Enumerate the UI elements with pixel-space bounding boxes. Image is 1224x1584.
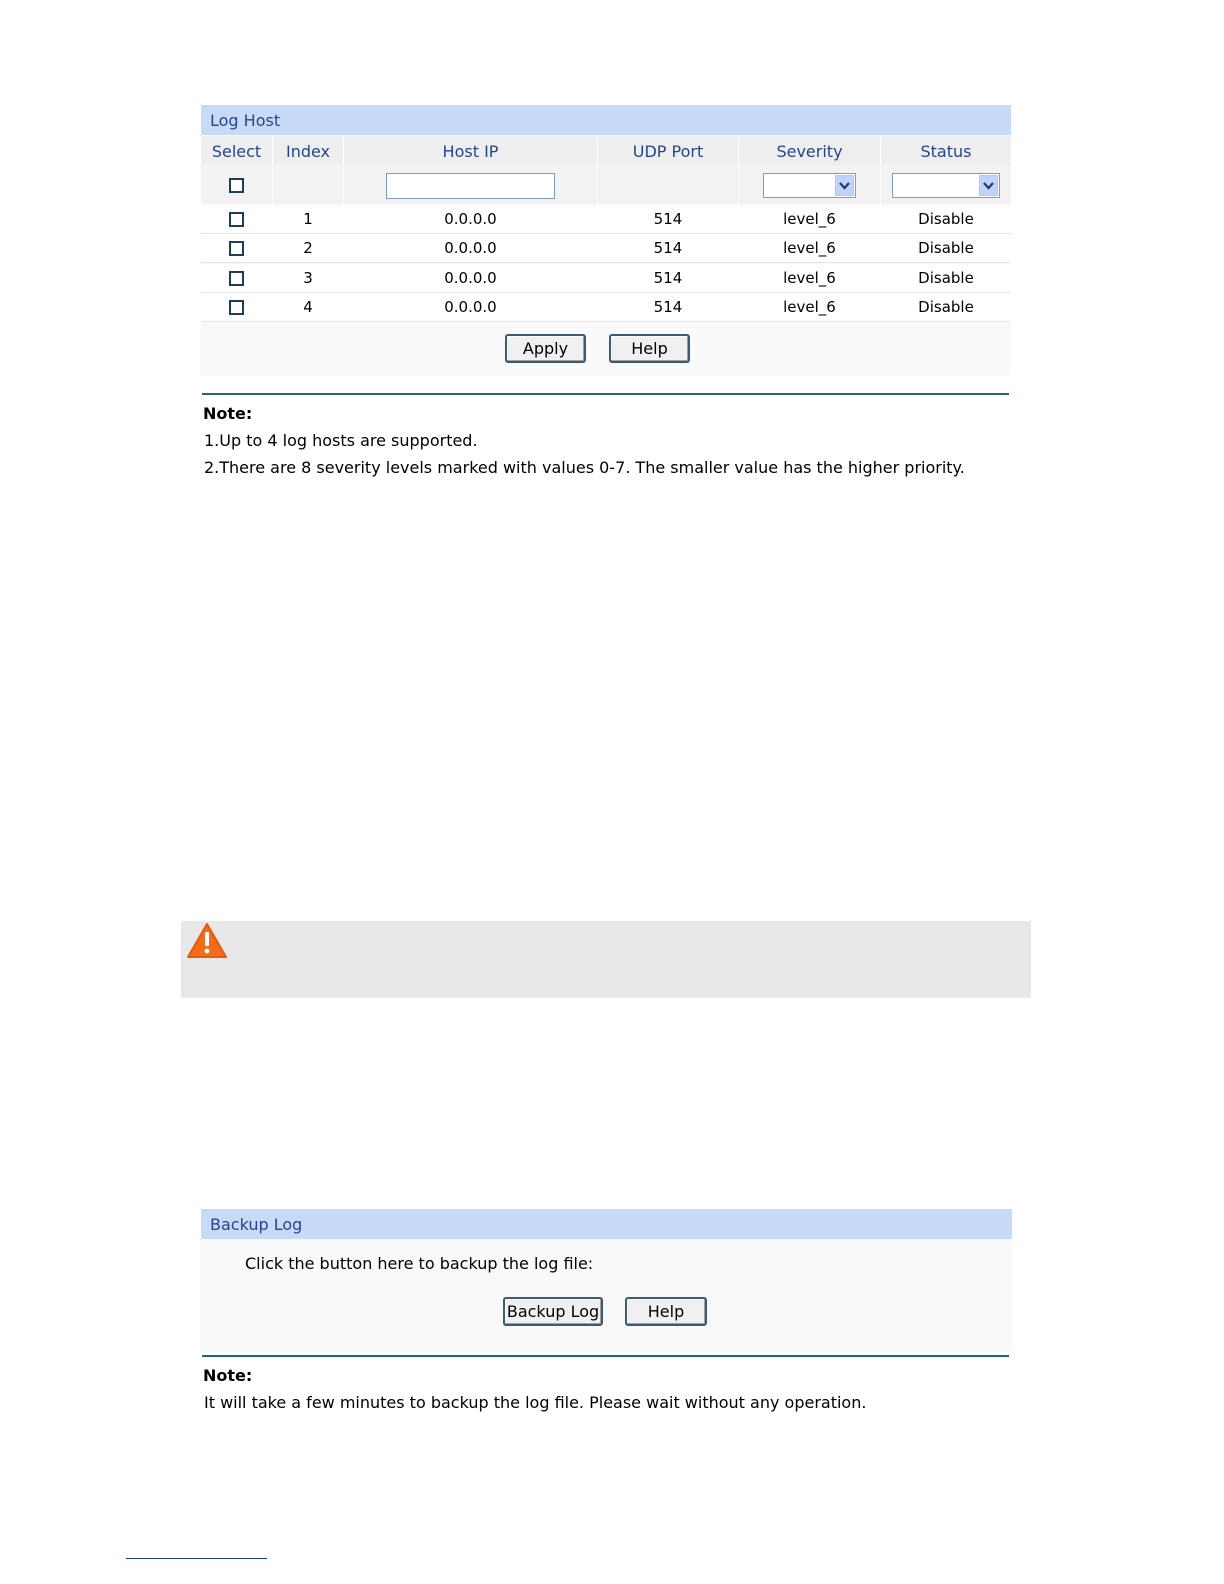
chevron-down-icon[interactable] bbox=[979, 175, 998, 196]
backup-note: It will take a few minutes to backup the log file. Please wait without any operation. bbox=[204, 1393, 867, 1412]
row-index: 1 bbox=[303, 210, 313, 228]
column-header-host-ip: Host IP bbox=[442, 141, 499, 161]
table-row bbox=[201, 234, 1011, 263]
select-all-cell bbox=[201, 167, 272, 204]
help-button[interactable]: Help bbox=[609, 334, 690, 363]
note-title: Note: bbox=[203, 404, 253, 423]
row-checkbox[interactable] bbox=[229, 271, 244, 286]
row-severity: level_6 bbox=[783, 298, 836, 316]
row-checkbox[interactable] bbox=[229, 212, 244, 227]
status-cell bbox=[881, 167, 1011, 204]
row-select-cell bbox=[201, 264, 272, 292]
row-host-ip: 0.0.0.0 bbox=[444, 269, 497, 287]
log-host-title: Log Host bbox=[210, 111, 281, 130]
help-button[interactable]: Help bbox=[625, 1297, 707, 1326]
row-checkbox[interactable] bbox=[229, 241, 244, 256]
status-select[interactable] bbox=[892, 173, 1000, 198]
row-status: Disable bbox=[918, 298, 974, 316]
row-status: Disable bbox=[918, 269, 974, 287]
select-all-checkbox[interactable] bbox=[229, 178, 244, 193]
host-ip-cell bbox=[344, 167, 597, 204]
row-index: 4 bbox=[303, 298, 313, 316]
backup-log-panel bbox=[201, 1209, 1012, 1352]
edit-row bbox=[201, 167, 1011, 204]
divider bbox=[202, 1355, 1009, 1357]
column-header-status: Status bbox=[920, 141, 972, 161]
table-header-row bbox=[201, 136, 1011, 166]
column-header-severity: Severity bbox=[776, 141, 843, 161]
log-host-panel bbox=[201, 105, 1011, 375]
row-index: 3 bbox=[303, 269, 313, 287]
footer-divider bbox=[126, 1558, 267, 1559]
column-header-index: Index bbox=[285, 141, 331, 161]
row-udp-port: 514 bbox=[653, 239, 683, 257]
warning-triangle-icon bbox=[186, 922, 228, 959]
backup-log-button[interactable]: Backup Log bbox=[503, 1297, 603, 1326]
row-select-cell bbox=[201, 205, 272, 233]
row-host-ip: 0.0.0.0 bbox=[444, 298, 497, 316]
row-severity: level_6 bbox=[783, 269, 836, 287]
row-select-cell bbox=[201, 293, 272, 321]
row-host-ip: 0.0.0.0 bbox=[444, 210, 497, 228]
note-line-1: 1.Up to 4 log hosts are supported. bbox=[204, 431, 478, 450]
note-line-2: 2.There are 8 severity levels marked with values 0-7. The smaller value has the higher priority. bbox=[204, 458, 965, 477]
row-checkbox[interactable] bbox=[229, 300, 244, 315]
row-index: 2 bbox=[303, 239, 313, 257]
column-header-udp-port: UDP Port bbox=[632, 141, 704, 161]
note-title: Note: bbox=[203, 1366, 253, 1385]
log-host-header bbox=[201, 105, 1011, 135]
row-host-ip: 0.0.0.0 bbox=[444, 239, 497, 257]
row-udp-port: 514 bbox=[653, 298, 683, 316]
severity-cell bbox=[739, 167, 880, 204]
row-status: Disable bbox=[918, 239, 974, 257]
row-udp-port: 514 bbox=[653, 269, 683, 287]
backup-log-title: Backup Log bbox=[210, 1215, 303, 1234]
row-status: Disable bbox=[918, 210, 974, 228]
host-ip-input[interactable] bbox=[386, 173, 555, 199]
row-udp-port: 514 bbox=[653, 210, 683, 228]
table-row bbox=[201, 293, 1011, 322]
row-select-cell bbox=[201, 234, 272, 262]
divider bbox=[202, 393, 1009, 395]
backup-instruction: Click the button here to backup the log file: bbox=[245, 1254, 594, 1273]
severity-select[interactable] bbox=[763, 173, 856, 198]
chevron-down-icon[interactable] bbox=[835, 175, 854, 196]
row-severity: level_6 bbox=[783, 210, 836, 228]
row-severity: level_6 bbox=[783, 239, 836, 257]
backup-log-header bbox=[201, 1209, 1012, 1239]
column-header-select: Select bbox=[211, 141, 262, 161]
apply-button[interactable]: Apply bbox=[505, 334, 586, 363]
table-row bbox=[201, 205, 1011, 234]
table-row bbox=[201, 264, 1011, 293]
warning-box bbox=[181, 921, 1031, 998]
